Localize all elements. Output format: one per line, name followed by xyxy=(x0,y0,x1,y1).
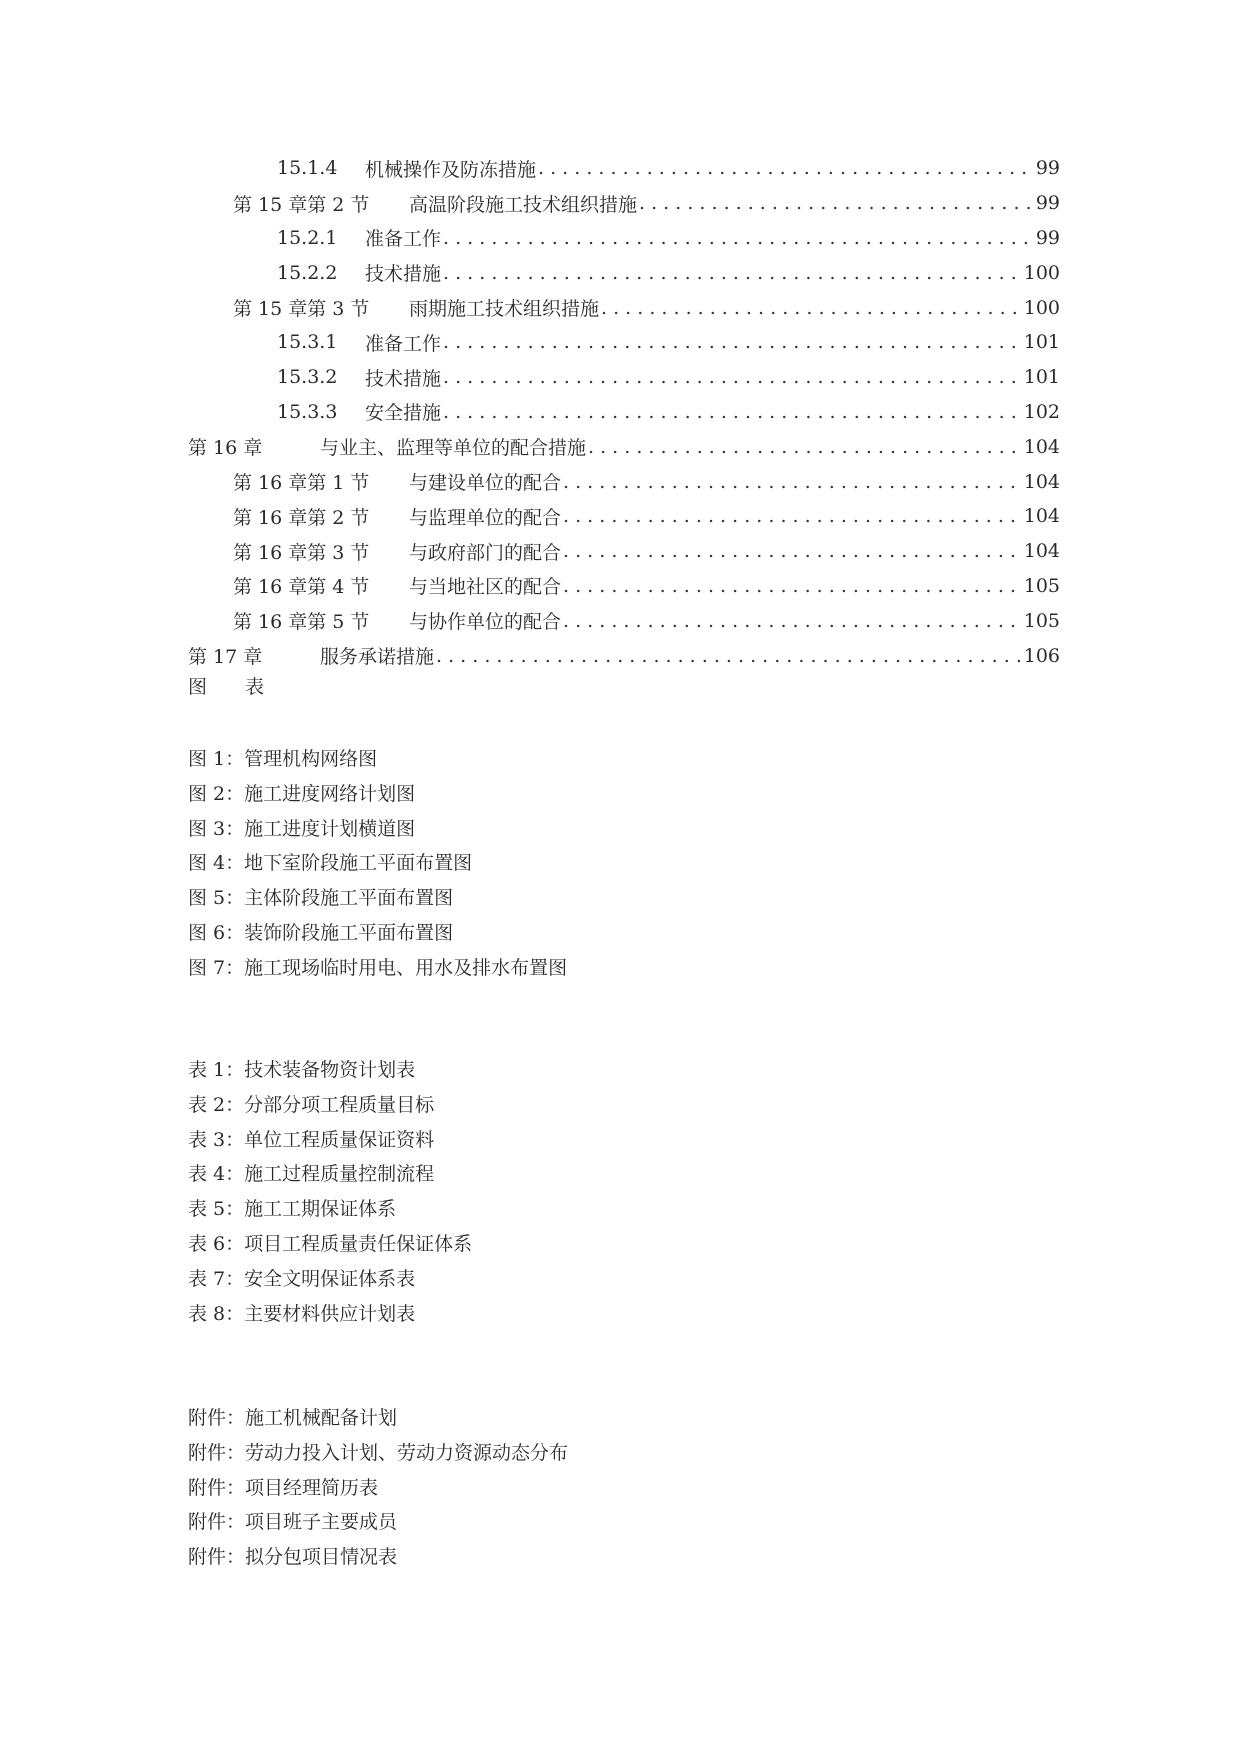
toc-entry[interactable] xyxy=(188,499,1060,534)
attachment-list xyxy=(188,1401,568,1575)
toc-entry-title: 高温阶段施工技术组织措施 xyxy=(409,193,638,216)
toc-entry-title: 服务承诺措施 xyxy=(320,646,435,669)
toc-entry-number: 15.1.4 xyxy=(277,157,338,180)
toc-entry-title: 与建设单位的配合 xyxy=(409,472,562,495)
toc-entry-title: 安全措施 xyxy=(365,402,442,425)
toc-entry-title: 与协作单位的配合 xyxy=(409,611,562,634)
figure-item[interactable]: 图 3：施工进度计划横道图 xyxy=(188,817,416,840)
figure-item[interactable]: 图 5：主体阶段施工平面布置图 xyxy=(188,887,454,910)
table-item[interactable]: 表 6：项目工程质量责任保证体系 xyxy=(188,1232,473,1255)
toc-entry-title: 机械操作及防冻措施 xyxy=(365,158,537,181)
toc-entry-number: 第 16 章第 4 节 xyxy=(233,576,370,599)
attachment-item[interactable]: 附件：拟分包项目情况表 xyxy=(188,1546,398,1569)
toc-entry-page: 104 xyxy=(1023,505,1060,528)
table-item[interactable]: 表 8：主要材料供应计划表 xyxy=(188,1302,416,1325)
toc-entry-page: 105 xyxy=(1023,609,1060,632)
toc-entry-title: 技术措施 xyxy=(365,263,442,286)
toc-entry-number: 15.3.3 xyxy=(277,400,338,423)
toc-entry-page: 104 xyxy=(1023,435,1060,458)
toc-entry-page: 106 xyxy=(1023,644,1060,667)
toc-entry-title: 与当地社区的配合 xyxy=(409,576,562,599)
attachment-item[interactable]: 附件：项目班子主要成员 xyxy=(188,1511,398,1534)
dot-leader xyxy=(563,610,1022,632)
table-item[interactable]: 表 5：施工工期保证体系 xyxy=(188,1198,397,1221)
toc-entry-title: 准备工作 xyxy=(365,228,442,251)
toc-entry[interactable] xyxy=(188,569,1060,604)
toc-entry-title: 与监理单位的配合 xyxy=(409,506,562,529)
dot-leader xyxy=(443,366,1022,388)
toc-entry-page: 100 xyxy=(1023,296,1060,319)
toc-entry-title: 技术措施 xyxy=(365,367,442,390)
dot-leader xyxy=(588,436,1022,458)
toc-entry-number: 第 16 章第 2 节 xyxy=(233,506,370,529)
table-item[interactable]: 表 2：分部分项工程质量目标 xyxy=(188,1093,435,1116)
toc-entry-number: 15.2.2 xyxy=(277,261,338,284)
toc-entry[interactable] xyxy=(188,255,1060,290)
dot-leader xyxy=(639,192,1034,214)
table-list xyxy=(188,1053,472,1331)
toc-entry-page: 104 xyxy=(1023,470,1060,493)
toc-entry-number: 第 17 章 xyxy=(188,646,263,669)
toc-entry[interactable] xyxy=(188,395,1060,430)
toc-entry[interactable] xyxy=(188,186,1060,221)
toc-entry-page: 99 xyxy=(1035,226,1060,249)
toc-entry-page: 101 xyxy=(1023,366,1060,389)
toc-entry-number: 第 15 章第 2 节 xyxy=(233,193,370,216)
dot-leader xyxy=(443,262,1022,284)
toc-entry[interactable] xyxy=(188,464,1060,499)
toc-entry[interactable] xyxy=(188,429,1060,464)
toc-entry-title: 雨期施工技术组织措施 xyxy=(409,298,600,321)
figure-item[interactable]: 图 1：管理机构网络图 xyxy=(188,748,378,770)
toc-entry-title: 与业主、监理等单位的配合措施 xyxy=(320,437,587,460)
toc-entry-number: 15.3.1 xyxy=(277,331,338,354)
toc-entry-number: 第 16 章第 1 节 xyxy=(233,472,370,495)
toc-entry-number: 第 16 章第 3 节 xyxy=(233,541,370,564)
toc-entry[interactable] xyxy=(188,534,1060,569)
toc-entry-page: 99 xyxy=(1035,192,1060,215)
toc-entry-page: 99 xyxy=(1035,157,1060,180)
toc-entry-number: 第 15 章第 3 节 xyxy=(233,298,370,321)
figure-item[interactable]: 图 4：地下室阶段施工平面布置图 xyxy=(188,852,473,875)
toc-entry-number: 第 16 章第 5 节 xyxy=(233,611,370,634)
dot-leader xyxy=(436,645,1022,667)
toc-entry[interactable] xyxy=(188,151,1060,186)
dot-leader xyxy=(563,575,1022,597)
toc-entry-title: 准备工作 xyxy=(365,332,442,355)
toc-entry-page: 101 xyxy=(1023,331,1060,354)
toc-entry-page: 104 xyxy=(1023,540,1060,563)
toc-entry-page: 102 xyxy=(1023,400,1060,423)
toc-entry[interactable] xyxy=(188,360,1060,395)
toc-entry[interactable] xyxy=(188,325,1060,360)
table-item[interactable]: 表 4：施工过程质量控制流程 xyxy=(188,1163,435,1186)
dot-leader xyxy=(443,331,1022,353)
toc-entry-page: 105 xyxy=(1023,574,1060,597)
dot-leader xyxy=(443,401,1022,423)
dot-leader xyxy=(563,505,1022,527)
toc-entry[interactable] xyxy=(188,290,1060,325)
table-item[interactable]: 表 7：安全文明保证体系表 xyxy=(188,1267,416,1290)
toc-entry[interactable] xyxy=(188,638,1060,673)
toc-entry[interactable] xyxy=(188,603,1060,638)
table-item[interactable]: 表 1：技术装备物资计划表 xyxy=(188,1059,416,1081)
toc-entry-number: 第 16 章 xyxy=(188,437,263,460)
dot-leader xyxy=(563,540,1022,562)
attachment-item[interactable]: 附件：项目经理简历表 xyxy=(188,1476,379,1499)
figure-item[interactable]: 图 7：施工现场临时用电、用水及排水布置图 xyxy=(188,956,568,979)
table-of-contents xyxy=(188,151,1060,673)
dot-leader xyxy=(563,471,1022,493)
dot-leader xyxy=(443,227,1034,249)
figure-item[interactable]: 图 2：施工进度网络计划图 xyxy=(188,782,416,805)
table-item[interactable]: 表 3：单位工程质量保证资料 xyxy=(188,1128,435,1151)
toc-entry-number: 15.3.2 xyxy=(277,366,338,389)
toc-entry-number: 15.2.1 xyxy=(277,226,338,249)
figure-list xyxy=(188,742,567,986)
figure-item[interactable]: 图 6：装饰阶段施工平面布置图 xyxy=(188,921,454,944)
attachment-item[interactable]: 附件：施工机械配备计划 xyxy=(188,1407,398,1429)
toc-entry-page: 100 xyxy=(1023,261,1060,284)
toc-entry[interactable] xyxy=(188,221,1060,256)
charts-heading: 图 表 xyxy=(188,676,265,698)
dot-leader xyxy=(538,157,1034,179)
dot-leader xyxy=(601,297,1022,319)
toc-entry-title: 与政府部门的配合 xyxy=(409,541,562,564)
attachment-item[interactable]: 附件：劳动力投入计划、劳动力资源动态分布 xyxy=(188,1441,569,1464)
